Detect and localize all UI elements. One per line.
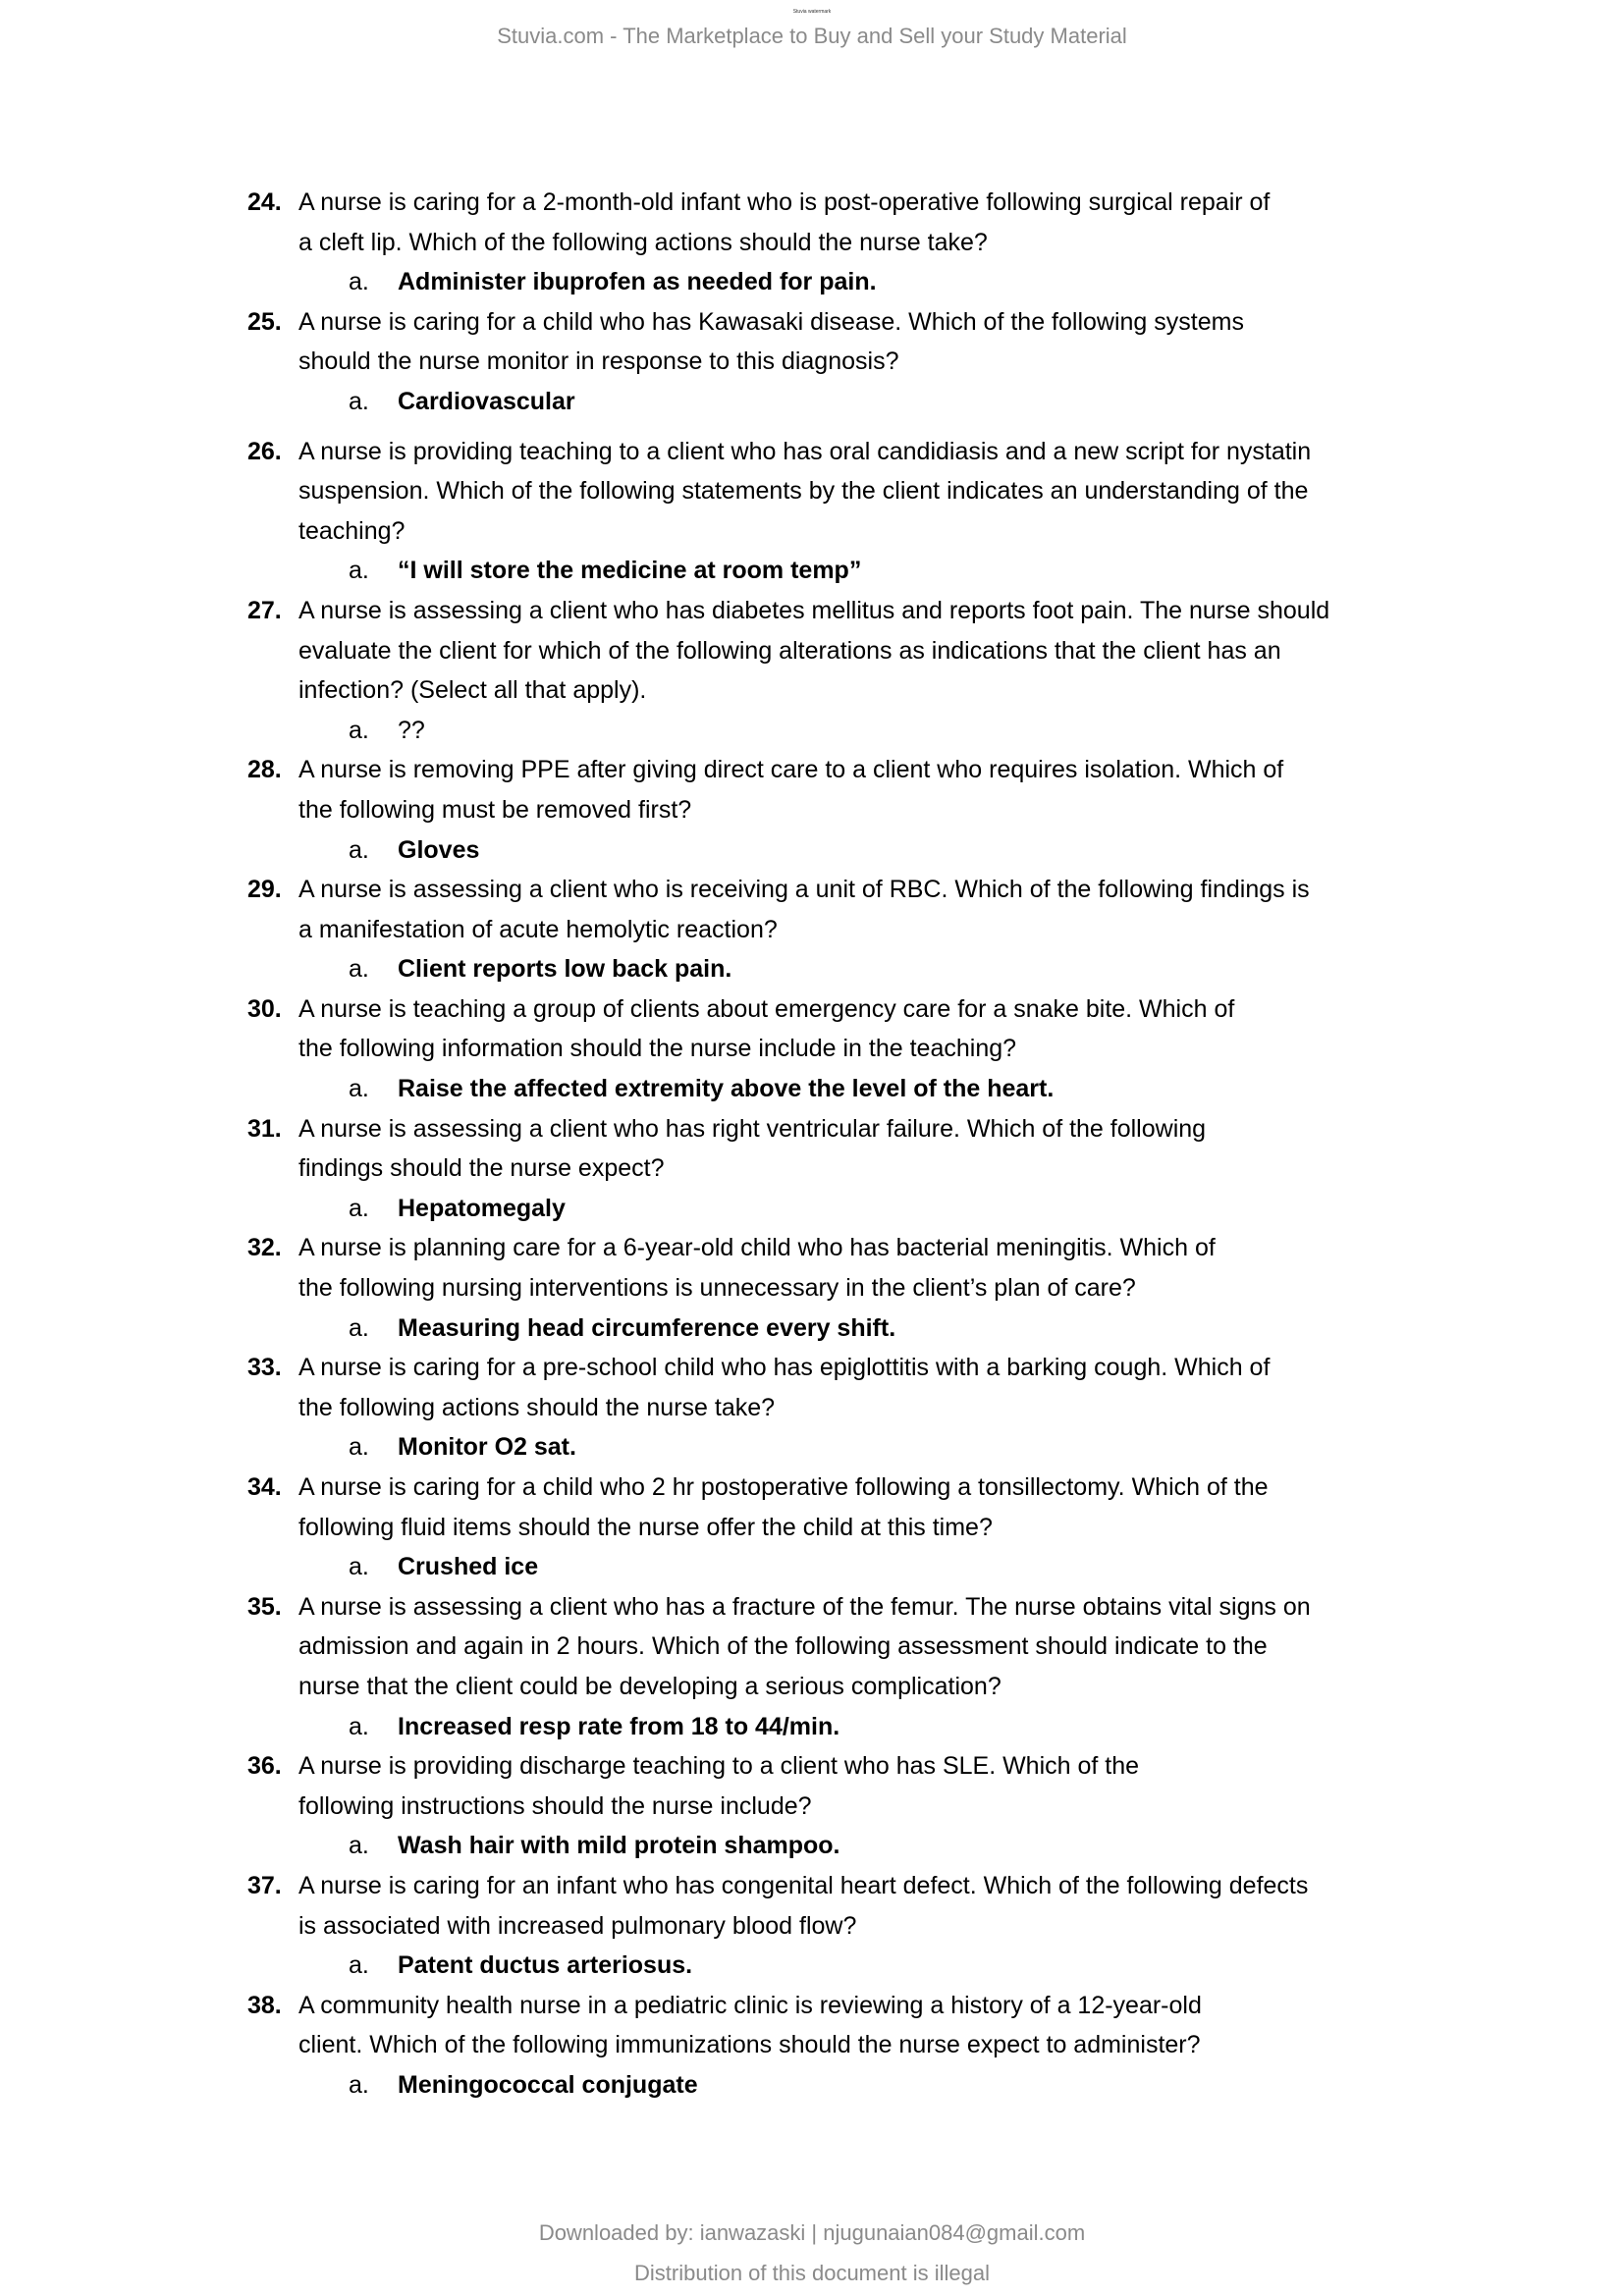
answer-option	[298, 262, 1475, 302]
question-text-line: A nurse is planning care for a 6-year-old child who has bacterial meningitis. Which of	[298, 1234, 1216, 1262]
question-item	[247, 183, 1475, 302]
download-info: Downloaded by: ianwazaski | njugunaian084@gmail.com	[538, 2220, 1086, 2245]
question-item	[247, 1746, 1475, 1866]
answer-letter: a.	[349, 1075, 369, 1103]
watermark-mark: Stuvia watermark	[792, 9, 832, 15]
question-list	[247, 183, 1475, 2106]
answer-letter: a.	[349, 1194, 369, 1222]
question-text-line: A nurse is caring for a 2-month-old infant who is post-operative following surgical repair of	[298, 188, 1271, 216]
question-text-line: A nurse is caring for a pre-school child who has epiglottitis with a barking cough. Which of	[298, 1354, 1271, 1382]
question-text-line: teaching?	[298, 516, 406, 545]
question-item	[247, 989, 1475, 1109]
answer-text: Hepatomegaly	[398, 1194, 566, 1222]
question-text-line: findings should the nurse expect?	[298, 1154, 665, 1183]
question-text-line: A nurse is removing PPE after giving direct care to a client who requires isolation. Which of	[298, 756, 1284, 784]
answer-text: Measuring head circumference every shift.	[398, 1313, 896, 1342]
question-text-line: A nurse is caring for an infant who has congenital heart defect. Which of the following defects	[298, 1871, 1309, 1899]
question-text-line: A nurse is caring for a child who 2 hr postoperative following a tonsillectomy. Which of the	[298, 1473, 1269, 1501]
answer-text: Wash hair with mild protein shampoo.	[398, 1832, 840, 1860]
answer-text: Meningococcal conjugate	[398, 2070, 698, 2099]
question-text-line: A nurse is assessing a client who has diabetes mellitus and reports foot pain. The nurse should	[298, 596, 1330, 624]
question-text-line: A nurse is caring for a child who has Kawasaki disease. Which of the following systems	[298, 307, 1244, 336]
answer-text: Raise the affected extremity above the level of the heart.	[398, 1075, 1055, 1103]
question-item	[247, 1468, 1475, 1587]
distribution-notice: Distribution of this document is illegal	[634, 2261, 990, 2285]
answer-letter: a.	[349, 955, 369, 984]
question-text-line: A nurse is teaching a group of clients about emergency care for a snake bite. Which of	[298, 994, 1235, 1023]
question-item	[247, 1348, 1475, 1468]
answer-option	[298, 1547, 1475, 1587]
question-text-line: infection? (Select all that apply).	[298, 676, 647, 705]
question-number: 30.	[247, 994, 282, 1023]
answer-option	[298, 2065, 1475, 2106]
answer-option	[298, 711, 1475, 751]
question-text-line: the following must be removed first?	[298, 795, 692, 824]
question-text-line: evaluate the client for which of the following alterations as indications that the client has an	[298, 636, 1281, 665]
question-number: 29.	[247, 876, 282, 904]
answer-option	[298, 382, 1475, 422]
answer-letter: a.	[349, 557, 369, 585]
answer-option	[298, 1427, 1475, 1468]
answer-letter: a.	[349, 387, 369, 415]
answer-option	[298, 551, 1475, 591]
question-item	[247, 870, 1475, 989]
answer-letter: a.	[349, 1433, 369, 1462]
question-item	[247, 1587, 1475, 1746]
question-number: 27.	[247, 596, 282, 624]
question-text-line: A community health nurse in a pediatric clinic is reviewing a history of a 12-year-old	[298, 1991, 1202, 2019]
question-number: 32.	[247, 1234, 282, 1262]
answer-text: Increased resp rate from 18 to 44/min.	[398, 1712, 840, 1740]
answer-option	[298, 1707, 1475, 1747]
answer-letter: a.	[349, 1832, 369, 1860]
answer-text: “I will store the medicine at room temp”	[398, 557, 862, 585]
question-text-line: A nurse is assessing a client who is receiving a unit of RBC. Which of the following findings is	[298, 876, 1310, 904]
question-text-line: admission and again in 2 hours. Which of the following assessment should indicate to the	[298, 1632, 1268, 1661]
answer-letter: a.	[349, 1712, 369, 1740]
answer-text: Gloves	[398, 835, 480, 864]
answer-text: Patent ductus arteriosus.	[398, 1951, 693, 1980]
question-number: 24.	[247, 188, 282, 216]
question-item	[247, 302, 1475, 422]
question-text-line: the following actions should the nurse take?	[298, 1393, 776, 1421]
question-number: 36.	[247, 1752, 282, 1781]
answer-text: Cardiovascular	[398, 387, 575, 415]
answer-letter: a.	[349, 716, 369, 744]
question-text-line: the following information should the nurse include in the teaching?	[298, 1035, 1017, 1063]
answer-letter: a.	[349, 1313, 369, 1342]
question-number: 25.	[247, 307, 282, 336]
question-text-line: the following nursing interventions is unnecessary in the client’s plan of care?	[298, 1274, 1136, 1303]
answer-letter: a.	[349, 1553, 369, 1581]
question-text-line: suspension. Which of the following statements by the client indicates an understanding of the	[298, 477, 1309, 506]
answer-letter: a.	[349, 835, 369, 864]
question-text-line: A nurse is assessing a client who has a fracture of the femur. The nurse obtains vital signs on	[298, 1592, 1311, 1621]
answer-text: ??	[398, 716, 425, 744]
question-text-line: following fluid items should the nurse offer the child at this time?	[298, 1513, 993, 1541]
page-header: Stuvia.com - The Marketplace to Buy and Sell your Study Material	[497, 24, 1127, 48]
question-number: 34.	[247, 1473, 282, 1501]
question-text-line: is associated with increased pulmonary blood flow?	[298, 1911, 857, 1940]
question-item	[247, 1986, 1475, 2106]
answer-text: Client reports low back pain.	[398, 955, 732, 984]
question-number: 38.	[247, 1991, 282, 2019]
question-text-line: following instructions should the nurse include?	[298, 1791, 812, 1820]
question-text-line: a manifestation of acute hemolytic reaction?	[298, 915, 778, 943]
answer-text: Crushed ice	[398, 1553, 539, 1581]
answer-letter: a.	[349, 1951, 369, 1980]
answer-option	[298, 1189, 1475, 1229]
answer-option	[298, 949, 1475, 989]
question-number: 37.	[247, 1871, 282, 1899]
question-item	[247, 591, 1475, 750]
question-text-line: nurse that the client could be developing a serious complication?	[298, 1672, 1001, 1700]
answer-option	[298, 1069, 1475, 1109]
question-item	[247, 750, 1475, 870]
question-item	[247, 1109, 1475, 1229]
question-item	[247, 432, 1475, 591]
question-text-line: should the nurse monitor in response to this diagnosis?	[298, 347, 899, 376]
question-number: 33.	[247, 1354, 282, 1382]
question-number: 35.	[247, 1592, 282, 1621]
question-item	[247, 1228, 1475, 1348]
question-text-line: a cleft lip. Which of the following actions should the nurse take?	[298, 228, 988, 256]
answer-option	[298, 830, 1475, 871]
answer-option	[298, 1308, 1475, 1349]
question-number: 26.	[247, 437, 282, 465]
answer-letter: a.	[349, 2070, 369, 2099]
answer-letter: a.	[349, 268, 369, 296]
question-text-line: client. Which of the following immunizations should the nurse expect to administer?	[298, 2031, 1201, 2059]
question-text-line: A nurse is providing teaching to a client who has oral candidiasis and a new script for nystatin	[298, 437, 1312, 465]
question-text-line: A nurse is providing discharge teaching to a client who has SLE. Which of the	[298, 1752, 1140, 1781]
answer-text: Administer ibuprofen as needed for pain.	[398, 268, 877, 296]
answer-option	[298, 1826, 1475, 1866]
answer-text: Monitor O2 sat.	[398, 1433, 576, 1462]
question-text-line: A nurse is assessing a client who has right ventricular failure. Which of the following	[298, 1114, 1207, 1143]
question-number: 31.	[247, 1114, 282, 1143]
question-number: 28.	[247, 756, 282, 784]
answer-option	[298, 1946, 1475, 1986]
question-item	[247, 1866, 1475, 1986]
